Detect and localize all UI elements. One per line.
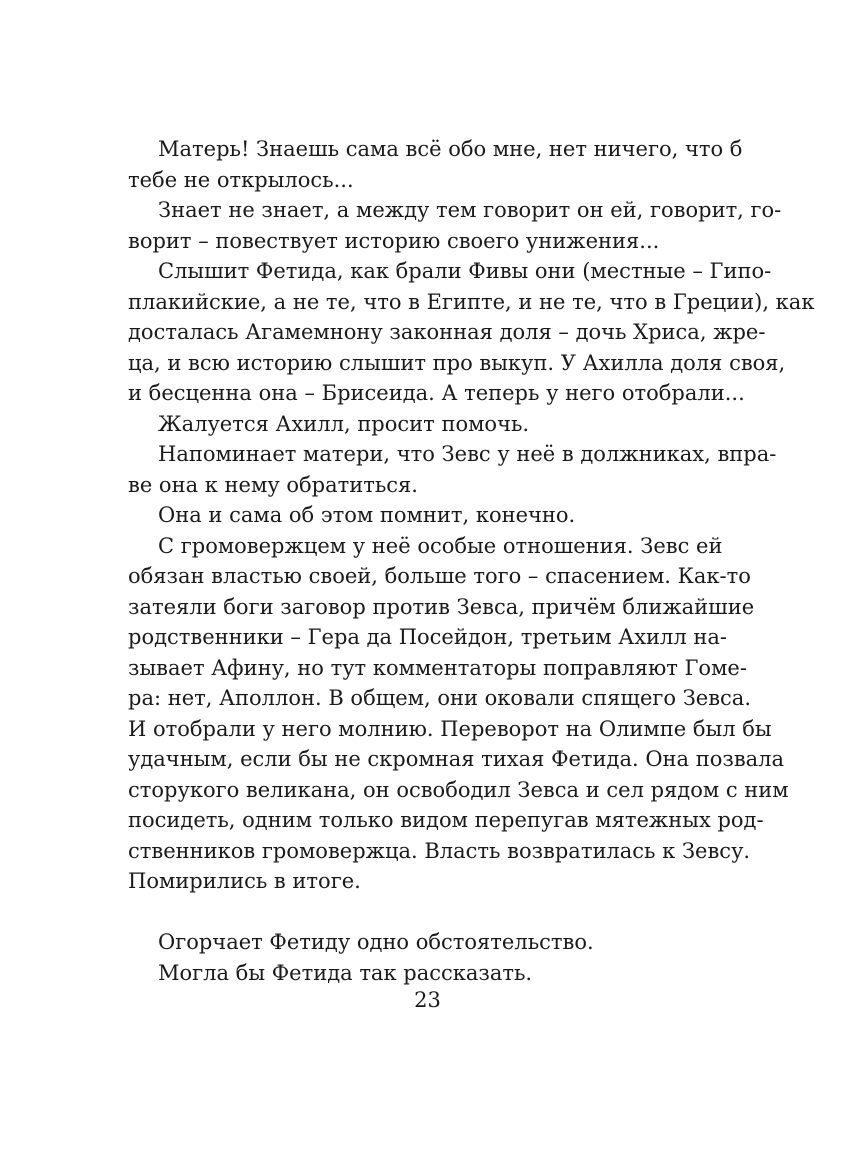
text-line: удачным, если бы не скромная тихая Фетида. Она позвала [128,747,785,771]
text-line: посидеть, одним только видом перепугав мятежных род- [128,808,764,832]
text-line: И отобрали у него молнию. Переворот на Олимпе был бы [128,716,772,741]
text-line: родственники – Гера да Посейдон, третьим Ахилл на- [128,625,728,649]
paragraph-gap [128,897,706,928]
text-line: ра: нет, Аполлон. В общем, они оковали спящего Зевса. [128,686,751,710]
text-line: и бесценна она – Брисеида. А теперь у него отобрали... [128,381,745,405]
text-line: Знает не знает, а между тем говорит он ей, говорит, го- [158,198,782,222]
text-line: плакийские, а не те, что в Египте, и не те, что в Греции), как [128,289,815,314]
text-line: Помирились в итоге. [128,869,361,893]
text-line: Огорчает Фетиду одно обстоятельство. [158,930,594,954]
text-line: досталась Агамемнону законная доля – дочь Хриса, жре- [128,320,766,344]
text-line: ственников громовержца. Власть возвратилась к Зевсу. [128,838,751,863]
text-line: ворит – повествует историю своего унижения... [128,228,660,253]
text-line: обязан властью своей, больше того – спасением. Как-то [128,564,751,588]
text-line: Жалуется Ахилл, просит помочь. [158,411,530,436]
page-number: 23 [414,988,441,1012]
text-line: ве она к нему обратиться. [128,472,418,497]
text-line: Могла бы Фетида так рассказать. [158,960,533,985]
text-line: затеяли боги заговор против Зевса, причём ближайшие [128,594,755,619]
text-line: Напоминает матери, что Зевс у неё в должниках, впра- [158,442,777,466]
text-line: зывает Афину, но тут комментаторы поправляют Гоме- [128,655,747,680]
text-line: С громовержцем у неё особые отношения. Зевс ей [158,533,723,558]
text-line: ца, и всю историю слышит про выкуп. У Ахилла доля своя, [128,350,786,375]
text-line: Слышит Фетида, как брали Фивы они (местные – Гипо- [158,259,772,283]
text-line: тебе не открылось... [128,167,354,192]
text-line: Она и сама об этом помнит, конечно. [158,503,576,527]
text-line: Матерь! Знаешь сама всё обо мне, нет ничего, что б [158,137,743,161]
text-line: сторукого великана, он освободил Зевса и сел рядом с ним [128,777,789,802]
page-body [128,134,815,988]
